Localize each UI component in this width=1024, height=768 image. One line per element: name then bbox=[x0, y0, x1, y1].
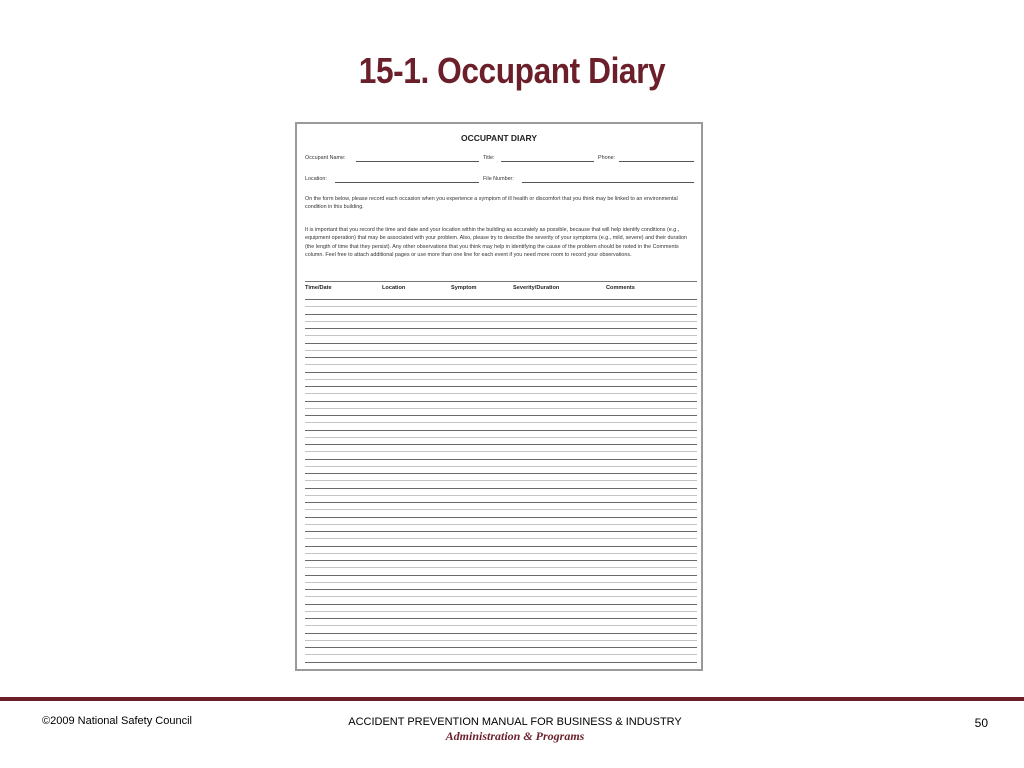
diary-entry-line[interactable] bbox=[305, 654, 697, 655]
diary-entry-line[interactable] bbox=[305, 314, 697, 315]
occupant-diary-form bbox=[295, 122, 703, 671]
title-label: Title: bbox=[483, 155, 495, 161]
diary-entry-line[interactable] bbox=[305, 437, 697, 438]
diary-entry-line[interactable] bbox=[305, 473, 697, 474]
field-row-location bbox=[305, 176, 697, 186]
diary-entry-line[interactable] bbox=[305, 531, 697, 532]
column-header-symptom: Symptom bbox=[451, 285, 477, 291]
diary-entry-line[interactable] bbox=[305, 415, 697, 416]
diary-entry-line[interactable] bbox=[305, 640, 697, 641]
diary-entry-line[interactable] bbox=[305, 488, 697, 489]
diary-entry-line[interactable] bbox=[305, 575, 697, 576]
diary-entry-line[interactable] bbox=[305, 372, 697, 373]
diary-entry-line[interactable] bbox=[305, 422, 697, 423]
diary-entry-line[interactable] bbox=[305, 524, 697, 525]
field-row-name bbox=[305, 155, 697, 165]
diary-entry-line[interactable] bbox=[305, 430, 697, 431]
header-rule bbox=[305, 281, 697, 282]
phone-label: Phone: bbox=[598, 155, 616, 161]
diary-entry-line[interactable] bbox=[305, 357, 697, 358]
diary-entry-line[interactable] bbox=[305, 306, 697, 307]
diary-entry-line[interactable] bbox=[305, 459, 697, 460]
diary-entry-line[interactable] bbox=[305, 647, 697, 648]
footer-manual bbox=[0, 715, 1024, 743]
form-heading: OCCUPANT DIARY bbox=[460, 133, 538, 143]
diary-entry-line[interactable] bbox=[305, 393, 697, 394]
diary-entry-line[interactable] bbox=[305, 480, 697, 481]
diary-entry-line[interactable] bbox=[305, 611, 697, 612]
diary-entry-line[interactable] bbox=[305, 604, 697, 605]
diary-entry-line[interactable] bbox=[305, 350, 697, 351]
diary-entry-line[interactable] bbox=[305, 408, 697, 409]
column-header-severity-duration: Severity/Duration bbox=[513, 285, 560, 291]
diary-entry-line[interactable] bbox=[305, 466, 697, 467]
diary-entry-line[interactable] bbox=[305, 509, 697, 510]
diary-entry-line[interactable] bbox=[305, 502, 697, 503]
diary-entry-line[interactable] bbox=[305, 596, 697, 597]
footer-manual-subtitle: Administration & Programs bbox=[445, 729, 585, 743]
diary-entry-line[interactable] bbox=[305, 517, 697, 518]
footer-manual-title: ACCIDENT PREVENTION MANUAL FOR BUSINESS & INDUSTRY bbox=[348, 716, 682, 728]
title-field[interactable] bbox=[501, 161, 594, 162]
diary-entry-line[interactable] bbox=[305, 546, 697, 547]
diary-entry-line[interactable] bbox=[305, 364, 697, 365]
diary-entry-line[interactable] bbox=[305, 451, 697, 452]
occupant-name-label: Occupant Name: bbox=[305, 155, 346, 161]
diary-entry-line[interactable] bbox=[305, 495, 697, 496]
footer-copyright: ©2009 National Safety Council bbox=[42, 715, 192, 727]
footer-divider bbox=[0, 697, 1024, 701]
occupant-name-field[interactable] bbox=[356, 161, 479, 162]
diary-entry-line[interactable] bbox=[305, 560, 697, 561]
page-number: 50 bbox=[974, 716, 988, 730]
slide-title: 15-1. Occupant Diary bbox=[358, 50, 666, 91]
location-field[interactable] bbox=[335, 182, 479, 183]
diary-entry-line[interactable] bbox=[305, 401, 697, 402]
diary-entry-line[interactable] bbox=[305, 386, 697, 387]
diary-entry-line[interactable] bbox=[305, 379, 697, 380]
location-label: Location: bbox=[305, 176, 327, 182]
column-header-location: Location bbox=[382, 285, 406, 291]
diary-entry-line[interactable] bbox=[305, 321, 697, 322]
diary-entry-line[interactable] bbox=[305, 582, 697, 583]
file-number-label: File Number: bbox=[483, 176, 514, 182]
diary-entry-line[interactable] bbox=[305, 662, 697, 663]
phone-field[interactable] bbox=[619, 161, 694, 162]
diary-entry-line[interactable] bbox=[305, 328, 697, 329]
diary-entry-line[interactable] bbox=[305, 553, 697, 554]
diary-entry-line[interactable] bbox=[305, 589, 697, 590]
diary-entry-line[interactable] bbox=[305, 567, 697, 568]
diary-entry-line[interactable] bbox=[305, 618, 697, 619]
column-header-comments: Comments bbox=[606, 285, 635, 291]
diary-entry-line[interactable] bbox=[305, 633, 697, 634]
diary-entry-line[interactable] bbox=[305, 444, 697, 445]
diary-entry-line[interactable] bbox=[305, 299, 697, 300]
diary-entry-line[interactable] bbox=[305, 625, 697, 626]
diary-entry-line[interactable] bbox=[305, 538, 697, 539]
form-instructions-text: It is important that you record the time and date and your location within the building as accurately as possible, because that will help identify conditions (e.g., equipment operation) that may be associated with your problem. Also, please try to describe the severity of your symptoms (e.g., mild, severe) and their duration (the length of time that they persist). Any other observations that you think may help in identifying the cause of the problem should be noted in the Comments column. Feel free to attach additional pages or use more than one line for each event if you need more room to record your observations. bbox=[305, 227, 688, 259]
file-number-field[interactable] bbox=[522, 182, 694, 183]
diary-entry-line[interactable] bbox=[305, 343, 697, 344]
column-header-time-date: Time/Date bbox=[305, 285, 332, 291]
form-intro-text: On the form below, please record each occasion when you experience a symptom of ill health or discomfort that you think may be linked to an environmental condition in this building. bbox=[305, 196, 678, 211]
diary-entry-line[interactable] bbox=[305, 335, 697, 336]
